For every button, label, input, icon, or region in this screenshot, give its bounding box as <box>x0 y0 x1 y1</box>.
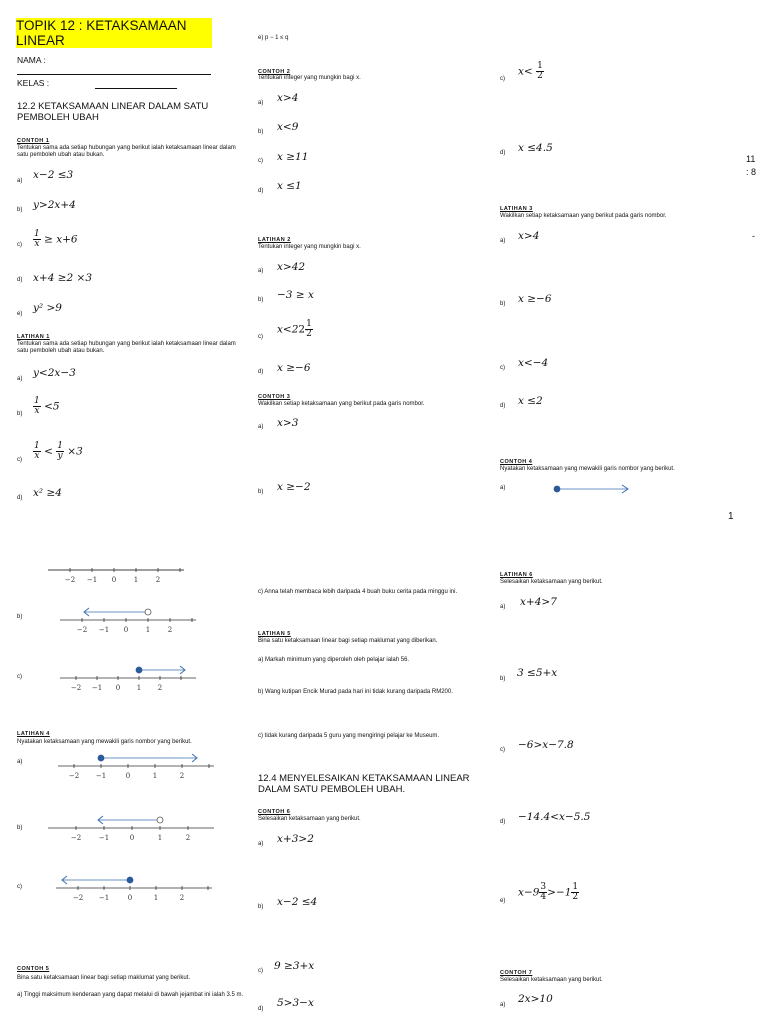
tick-label: 1 <box>153 894 159 902</box>
contoh2-item-a: x>4 <box>277 92 299 104</box>
latihan2-instruction: Tentukan integer yang mungkin bagi x. <box>258 244 361 250</box>
latihan6-instruction: Selesaikan ketaksamaan yang berikut. <box>500 579 603 585</box>
tick-label: 0 <box>127 894 133 902</box>
item-label: c) <box>500 365 505 371</box>
contoh6-heading: CONTOH 6 <box>258 809 291 815</box>
item-label: a) <box>17 376 23 382</box>
contoh6-item-c: 9 ≥3+x <box>274 960 315 972</box>
latihan5-item-a: a) Markah minimum yang diperoleh oleh pelajar ialah 56. <box>258 657 410 663</box>
contoh3-heading: CONTOH 3 <box>258 394 291 400</box>
latihan3-item-b: x ≥−6 <box>518 293 552 305</box>
tick-label: −1 <box>86 576 98 584</box>
contoh2-item-c: x ≥11 <box>277 151 309 163</box>
item-label: c) <box>17 457 22 463</box>
tick-label: 0 <box>123 626 129 634</box>
item-label: c) <box>258 158 263 164</box>
number-line-svg <box>56 752 216 784</box>
item-label: c) <box>17 674 22 680</box>
latihan5-heading: LATIHAN 5 <box>258 631 291 637</box>
contoh6-item-a: x+3>2 <box>277 833 314 845</box>
item-label: a) <box>500 604 506 610</box>
contoh1-heading: CONTOH 1 <box>17 138 50 144</box>
contoh5-instruction: Bina satu ketaksamaan linear bagi setiap maklumat yang berikut. <box>17 975 191 981</box>
number-line-contoh4 <box>548 480 638 498</box>
closed-dot <box>98 755 104 761</box>
latihan2-item-d: x ≥−6 <box>277 362 311 374</box>
kelas-line <box>95 88 177 89</box>
item-label: c) <box>258 334 263 340</box>
side-mark-8: : 8 <box>746 167 757 177</box>
item-label: c) <box>500 76 505 82</box>
item-label: b) <box>500 301 506 307</box>
item-label: b) <box>17 411 23 417</box>
nama-label: NAMA : <box>17 55 46 65</box>
tick-label: 1 <box>136 684 142 692</box>
tick-label: 1 <box>133 576 139 584</box>
latihan1-item-b: $\frac{1}{x}$ <5 <box>34 396 60 416</box>
contoh7-item-a: 2x>10 <box>518 993 553 1005</box>
item-label: d) <box>17 495 23 501</box>
tick-label: 0 <box>125 772 131 780</box>
latihan3-item-c: x<−4 <box>518 357 549 369</box>
item-label: a) <box>258 100 264 106</box>
anna-item: c) Anna telah membaca lebih daripada 4 buah buku cerita pada minggu ini. <box>258 589 458 595</box>
item-label: d) <box>500 403 506 409</box>
side-mark-dash: - <box>752 231 755 241</box>
item-label: e) <box>500 898 506 904</box>
contoh1-item-a: x−2 ≤3 <box>33 169 74 181</box>
arrow-ray-svg <box>548 480 638 498</box>
tick-label: 1 <box>152 772 158 780</box>
item-label: c) <box>258 968 263 974</box>
latihan6-item-a: x+4>7 <box>520 596 557 608</box>
number-line-l4-a <box>56 752 216 784</box>
tick-label: −1 <box>91 684 103 692</box>
col3-top-item: x< $\frac{1}{2}$ <box>518 61 543 81</box>
contoh7-instruction: Selesaikan ketaksamaan yang berikut. <box>500 977 603 983</box>
number-line-l4-c <box>54 874 214 906</box>
contoh2-heading: CONTOH 2 <box>258 69 291 75</box>
page-title: TOPIK 12 : KETAKSAMAAN LINEAR <box>16 18 212 48</box>
closed-dot <box>127 877 133 883</box>
item-label: a) <box>500 1002 506 1008</box>
item-label: b) <box>500 676 506 682</box>
tick-label: −2 <box>70 834 82 842</box>
nama-line <box>17 74 211 75</box>
item-label: b) <box>258 904 264 910</box>
item-label: b) <box>17 825 23 831</box>
contoh6-item-d: 5>3−x <box>277 997 314 1009</box>
tick-label: 2 <box>179 772 185 780</box>
item-label: d) <box>500 819 506 825</box>
contoh4-heading: CONTOH 4 <box>500 459 533 465</box>
item-label: b) <box>17 207 23 213</box>
latihan1-instruction: Tentukan sama ada setiap hubungan yang berikut ialah ketaksamaan linear dalam satu pemboleh ubah atau bukan. <box>17 341 236 354</box>
item-label: b) <box>258 129 264 135</box>
item-label: a) <box>500 485 506 491</box>
item-label: d) <box>258 188 264 194</box>
tick-label: −2 <box>64 576 76 584</box>
item-label: b) <box>258 489 264 495</box>
item-label: a) <box>258 424 264 430</box>
number-line-c1-b <box>58 606 198 638</box>
contoh3-item-b: x ≥−2 <box>277 481 311 493</box>
latihan1-item-c: $\frac{1}{x}$ < $\frac{1}{y}$ ×3 <box>34 441 83 461</box>
contoh1-item-b: y>2x+4 <box>33 199 76 211</box>
tick-label: −1 <box>98 894 110 902</box>
latihan3-instruction: Wakilkan setiap ketaksamaan yang berikut pada garis nombor. <box>500 213 667 219</box>
contoh4-instruction: Nyatakan ketaksamaan yang mewakili garis nombor yang berikut. <box>500 466 675 472</box>
latihan2-item-c: x<22 $\frac{1}{2}$ <box>277 319 312 339</box>
section-heading-12-2: 12.2 KETAKSAMAAN LINEAR DALAM SATU PEMBOLEH UBAH <box>17 101 209 123</box>
section-heading-12-4: 12.4 MENYELESAIKAN KETAKSAMAAN LINEAR DALAM SATU PEMBOLEH UBAH. <box>258 773 470 795</box>
open-dot <box>157 817 163 823</box>
tick-label: −2 <box>68 772 80 780</box>
item-label: d) <box>500 150 506 156</box>
contoh2-item-b: x<9 <box>277 121 299 133</box>
latihan6-item-b: 3 ≤5+x <box>517 667 558 679</box>
tick-label: −2 <box>76 626 88 634</box>
number-line-svg <box>58 664 198 696</box>
item-label: d) <box>17 277 23 283</box>
col2-top-item: e) p − 1 ≤ q <box>258 35 289 41</box>
item-label: c) <box>500 747 505 753</box>
contoh1-item-d: x+4 ≥2 ×3 <box>33 272 93 284</box>
tick-label: 2 <box>167 626 173 634</box>
item-label: e) <box>17 311 23 317</box>
item-label: a) <box>17 178 23 184</box>
page-number: 1 <box>728 511 734 522</box>
contoh5-item-a: a) Tinggi maksimum kenderaan yang dapat melalui di bawah jejambat ini ialah 3.5 m. <box>17 992 244 998</box>
number-line-svg <box>54 874 214 906</box>
closed-dot <box>554 486 561 493</box>
item-label: c) <box>17 242 22 248</box>
latihan6-heading: LATIHAN 6 <box>500 572 533 578</box>
latihan6-item-d: −14.4<x−5.5 <box>518 811 591 823</box>
item-label: a) <box>258 268 264 274</box>
contoh3-instruction: Wakilkan setiap ketaksamaan yang berikut pada garis nombor. <box>258 401 425 407</box>
contoh2-instruction: Tentukan integer yang mungkin bagi x. <box>258 75 361 81</box>
contoh1-item-c: $\frac{1}{x}$ ≥ x+6 <box>34 229 78 249</box>
tick-label: 2 <box>155 576 161 584</box>
number-line-l4-b <box>46 814 216 846</box>
tick-label: −1 <box>98 834 110 842</box>
latihan6-item-c: −6>x−7.8 <box>518 739 574 751</box>
item-label: c) <box>17 884 22 890</box>
item-label: d) <box>258 369 264 375</box>
latihan3-item-d: x ≤2 <box>518 395 543 407</box>
latihan5-instruction: Bina satu ketaksamaan linear bagi setiap maklumat yang diberikan. <box>258 638 438 644</box>
contoh7-heading: CONTOH 7 <box>500 970 533 976</box>
tick-label: 0 <box>129 834 135 842</box>
contoh6-item-b: x−2 ≤4 <box>277 896 318 908</box>
item-label: b) <box>17 614 23 620</box>
latihan2-item-b: −3 ≥ x <box>277 289 314 301</box>
item-label: a) <box>17 759 23 765</box>
latihan5-item-c: c) tidak kurang daripada 5 guru yang mengiringi pelajar ke Museum. <box>258 733 440 739</box>
number-line-svg <box>58 606 198 638</box>
contoh2-item-d: x ≤1 <box>277 180 302 192</box>
kelas-label: KELAS : <box>17 78 50 88</box>
latihan3-heading: LATIHAN 3 <box>500 206 533 212</box>
latihan2-item-a: x>42 <box>277 261 306 273</box>
tick-label: 0 <box>115 684 121 692</box>
tick-label: 1 <box>145 626 151 634</box>
latihan1-item-d: x² ≥4 <box>33 487 62 499</box>
contoh1-instruction: Tentukan sama ada setiap hubungan yang berikut ialah ketaksamaan linear dalam satu pemboleh ubah atau bukan. <box>17 145 236 158</box>
item-label: d) <box>258 1006 264 1012</box>
number-line-c1-a <box>46 562 186 588</box>
latihan4-instruction: Nyatakan ketaksamaan yang mewakili garis nombor yang berikut. <box>17 739 192 745</box>
tick-label: 2 <box>179 894 185 902</box>
tick-label: −2 <box>72 894 84 902</box>
number-line-svg <box>46 562 186 588</box>
item-label: a) <box>258 841 264 847</box>
item-label: a) <box>500 238 506 244</box>
latihan4-heading: LATIHAN 4 <box>17 731 50 737</box>
latihan6-item-e: x−9 $\frac{3}{4}$ >−1 $\frac{1}{2}$ <box>518 882 579 902</box>
contoh6-instruction: Selesaikan ketaksamaan yang berikut. <box>258 816 361 822</box>
tick-label: −1 <box>95 772 107 780</box>
tick-label: 2 <box>185 834 191 842</box>
contoh1-item-e: y² >9 <box>33 302 62 314</box>
col3-item-d: x ≤4.5 <box>518 142 553 154</box>
contoh3-item-a: x>3 <box>277 417 299 429</box>
tick-label: 2 <box>157 684 163 692</box>
latihan2-heading: LATIHAN 2 <box>258 237 291 243</box>
tick-label: −1 <box>98 626 110 634</box>
tick-label: 0 <box>111 576 117 584</box>
tick-label: −2 <box>70 684 82 692</box>
latihan3-item-a: x>4 <box>518 230 540 242</box>
latihan1-heading: LATIHAN 1 <box>17 334 50 340</box>
latihan1-item-a: y<2x−3 <box>33 367 76 379</box>
latihan5-item-b: b) Wang kutipan Encik Murad pada hari ini tidak kurang daripada RM200. <box>258 689 453 695</box>
tick-label: 1 <box>157 834 163 842</box>
side-mark-11: 11 <box>746 154 756 164</box>
item-label: b) <box>258 297 264 303</box>
number-line-c1-c <box>58 664 198 696</box>
contoh5-heading: CONTOH 5 <box>17 966 50 972</box>
open-dot <box>145 609 151 615</box>
closed-dot <box>136 667 142 673</box>
number-line-svg <box>46 814 216 846</box>
